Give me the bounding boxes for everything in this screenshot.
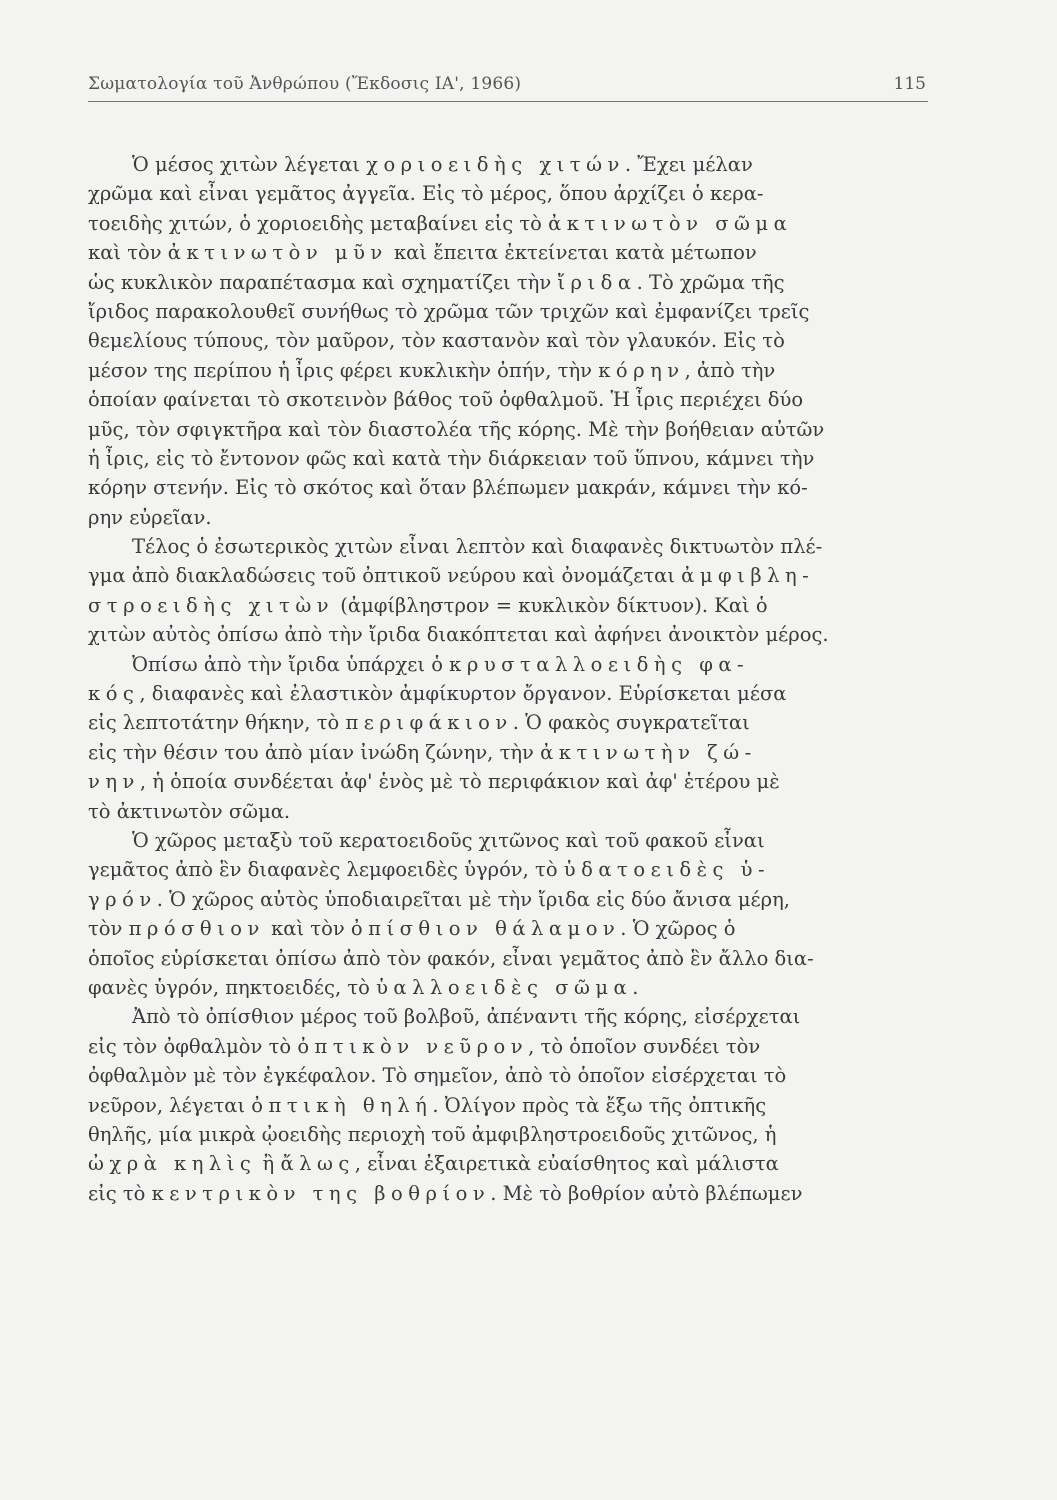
text-run: εἰς τὸ [88, 1181, 152, 1205]
text-run: γμα ἀπὸ διακλαδώσεις τοῦ ὀπτικοῦ νεύρου καὶ ὀνομάζεται [88, 564, 682, 588]
text-run: καὶ τὸν [88, 241, 168, 265]
header-title: Σωματολογία τοῦ Ἀνθρώπου (Ἔκδοσις ΙΑ', 1966) [88, 74, 522, 94]
text-line [88, 444, 940, 473]
text-line [88, 797, 940, 826]
spaced-term: κεντρικὸν της βοθρίον [151, 1181, 491, 1205]
text-run: τοειδὴς χιτών, ὁ χοριοειδὴς μεταβαίνει εἰς τὸ [88, 211, 549, 235]
text-run: . Ὁ φακὸς συγκρατεῖται [512, 711, 750, 735]
text-run: . Ὁ χῶρος ὁ [620, 917, 736, 941]
text-line [88, 326, 940, 355]
text-run: , τὸ ὁποῖον συνδέει τὸν [528, 1034, 761, 1058]
text-run: Ὀπίσω ἀπὸ τὴν ἴριδα ὑπάρχει ὁ [132, 652, 450, 676]
text-run: Ἀπὸ τὸ ὀπίσθιον μέρος τοῦ βολβοῦ, ἀπέναντι τῆς κόρης, εἰσέρχεται [132, 1005, 801, 1029]
spaced-term: ἀμφιβλη- [681, 564, 815, 588]
text-run: εἰς λεπτοτάτην θήκην, τὸ [88, 711, 346, 735]
text-run: μῦς, τὸν σφιγκτῆρα καὶ τὸν διαστολέα τῆς κόρης. Μὲ τὴν βοήθειαν αὐτῶν [88, 417, 825, 441]
text-run: χιτὼν αὐτὸς ὀπίσω ἀπὸ τὴν ἴριδα διακόπτεται καὶ ἀφήνει ἀνοικτὸν μέρος. [88, 623, 829, 647]
spaced-term: στροειδὴς χιτὼν [88, 593, 335, 617]
text-line [88, 914, 940, 943]
text-run: . Ἔχει μέλαν [624, 153, 753, 176]
text-line [88, 885, 940, 914]
text-run: ὁποίαν φαίνεται τὸ σκοτεινὸν βάθος τοῦ ὀφθαλμοῦ. Ἡ ἶρις περιέχει δύο [88, 388, 804, 412]
text-line [88, 561, 940, 590]
spaced-term: χοριοειδὴς χιτών [366, 153, 625, 176]
text-line [88, 650, 940, 679]
spaced-term: νην [88, 770, 140, 794]
text-run: νεῦρον, λέγεται [88, 1093, 252, 1117]
text-run: , ἡ ὁποία συνδέεται ἀφ' ἑνὸς μὲ τὸ περιφάκιον καὶ ἀφ' ἑτέρου μὲ [139, 770, 780, 794]
spaced-term: γρόν [88, 887, 157, 911]
text-run: τὸν [88, 917, 129, 941]
spaced-term: ἀκτινωτὸν μῦν [167, 241, 388, 265]
header-rule [88, 101, 928, 102]
spaced-term: ἄλως [280, 1152, 355, 1176]
text-line [88, 767, 940, 796]
text-line [88, 532, 940, 561]
text-line [88, 826, 940, 855]
spaced-term: ὀπτικὸν νεῦρον [297, 1034, 529, 1058]
text-line [88, 238, 940, 267]
text-line [88, 415, 940, 444]
spaced-term: ὀπτικὴ θηλή [251, 1093, 433, 1117]
text-run: Ὁ μέσος χιτὼν λέγεται [132, 153, 367, 176]
body-text [88, 150, 940, 1208]
text-run: Τέλος ὁ ἐσωτερικὸς χιτὼν εἶναι λεπτὸν καὶ διαφανὲς δικτυωτὸν πλέ- [132, 535, 823, 559]
text-line [88, 1149, 940, 1178]
text-run: ἴριδος παρακολουθεῖ συνήθως τὸ χρῶμα τῶν τριχῶν καὶ ἐμφανίζει τρεῖς [88, 299, 810, 323]
text-run: εἰς τὸν ὀφθαλμὸν τὸ [88, 1034, 298, 1058]
text-run: ἢ [256, 1152, 281, 1176]
text-line [88, 473, 940, 502]
text-line [88, 150, 940, 179]
text-line [88, 1061, 940, 1090]
text-run: . [632, 975, 639, 999]
spaced-term: ἀκτινωτὸν σῶμα [548, 211, 793, 235]
spaced-term: πρόσθιον [128, 917, 265, 941]
text-line [88, 679, 940, 708]
text-line [88, 1179, 940, 1208]
spaced-term: περιφάκιον [345, 711, 513, 735]
text-line [88, 297, 940, 326]
spaced-term: ἀκτινωτὴν ζώ- [540, 740, 757, 764]
text-line [88, 268, 940, 297]
text-line [88, 944, 940, 973]
text-run: κόρην στενήν. Εἰς τὸ σκότος καὶ ὅταν βλέπωμεν μακράν, κάμνει τὴν κό- [88, 476, 808, 500]
spaced-term: κόρην [598, 358, 685, 382]
spaced-term: κρυσταλλοειδὴς φα- [449, 652, 750, 676]
text-line [88, 1002, 940, 1031]
text-line [88, 1032, 940, 1061]
page-number: 115 [893, 74, 926, 94]
text-run: , εἶναι ἐξαιρετικὰ εὐαίσθητος καὶ μάλιστα [354, 1152, 779, 1176]
text-line [88, 855, 940, 884]
spaced-term: ὀπίσθιον θάλαμον [350, 917, 621, 941]
text-run: εἰς τὴν θέσιν του ἀπὸ μίαν ἰνώδη ζώνην, τὴν [88, 740, 541, 764]
text-line [88, 620, 940, 649]
spaced-term: ὠχρὰ κηλὶς [88, 1152, 257, 1176]
text-run: ὀφθαλμὸν μὲ τὸν ἐγκέφαλον. Τὸ σημεῖον, ἀπὸ τὸ ὁποῖον εἰσέρχεται τὸ [88, 1064, 787, 1088]
text-run: θεμελίους τύπους, τὸν μαῦρον, τὸν καστανὸν καὶ τὸν γλαυκόν. Εἰς τὸ [88, 329, 785, 353]
text-run: τὸ ἀκτινωτὸν σῶμα. [88, 799, 291, 823]
text-line [88, 356, 940, 385]
text-run: , ἀπὸ τὴν [684, 358, 776, 382]
text-run: γεμᾶτος ἀπὸ ἓν διαφανὲς λεμφοειδὲς ὑγρόν, τὸ [88, 858, 564, 882]
text-run: μέσον της περίπου ἡ ἶρις φέρει κυκλικὴν ὀπήν, τὴν [88, 358, 599, 382]
spaced-term: ὑαλλοειδὲς σῶμα [376, 975, 633, 999]
text-line [88, 708, 940, 737]
text-line [88, 503, 940, 532]
text-line [88, 385, 940, 414]
text-run: ἡ ἶρις, εἰς τὸ ἔντονον φῶς καὶ κατὰ τὴν διάρκειαν τοῦ ὕπνου, κάμνει τὴν [88, 446, 815, 470]
text-run: χρῶμα καὶ εἶναι γεμᾶτος ἀγγεῖα. Εἰς τὸ μέρος, ὅπου ἀρχίζει ὁ κερα- [88, 182, 764, 206]
spaced-term: ὑδατοειδὲς ὑ- [563, 858, 771, 882]
text-run: καὶ τὸν [264, 917, 351, 941]
text-line [88, 973, 940, 1002]
text-run: . Ὁ χῶρος αὐτὸς ὑποδιαιρεῖται μὲ τὴν ἴριδα εἰς δύο ἄνισα μέρη, [156, 887, 790, 911]
text-run: (ἀμφίβληστρον = κυκλικὸν δίκτυον). Καὶ ὁ [334, 593, 768, 617]
text-line [88, 209, 940, 238]
spaced-term: ἴριδα [557, 270, 637, 294]
text-run: . Ὀλίγον πρὸς τὰ ἔξω τῆς ὀπτικῆς [432, 1093, 767, 1117]
text-run: ὁποῖος εὑρίσκεται ὀπίσω ἀπὸ τὸν φακόν, εἶναι γεμᾶτος ἀπὸ ἓν ἄλλο δια- [88, 946, 814, 970]
text-run: ρην εὐρεῖαν. [88, 505, 212, 529]
text-line [88, 738, 940, 767]
text-line [88, 1091, 940, 1120]
text-run: θηλῆς, μία μικρὰ ᾠοειδὴς περιοχὴ τοῦ ἀμφιβληστροειδοῦς χιτῶνος, ἡ [88, 1122, 777, 1146]
text-run: ὡς κυκλικὸν παραπέτασμα καὶ σχηματίζει τὴν [88, 270, 558, 294]
text-run: Ὁ χῶρος μεταξὺ τοῦ κερατοειδοῦς χιτῶνος καὶ τοῦ φακοῦ εἶναι [132, 828, 765, 852]
text-line [88, 179, 940, 208]
text-run: φανὲς ὑγρόν, πηκτοειδές, τὸ [88, 975, 377, 999]
text-line [88, 1120, 940, 1149]
text-run: . Τὸ χρῶμα τῆς [636, 270, 785, 294]
text-run: , διαφανὲς καὶ ἐλαστικὸν ἀμφίκυρτον ὄργανον. Εὑρίσκεται μέσα [139, 682, 787, 706]
text-run: καὶ ἔπειτα ἐκτείνεται κατὰ μέτωπον [387, 241, 757, 265]
text-run: . Μὲ τὸ βοθρίον αὐτὸ βλέπωμεν [490, 1181, 803, 1205]
spaced-term: κός [88, 682, 140, 706]
text-line [88, 591, 940, 620]
